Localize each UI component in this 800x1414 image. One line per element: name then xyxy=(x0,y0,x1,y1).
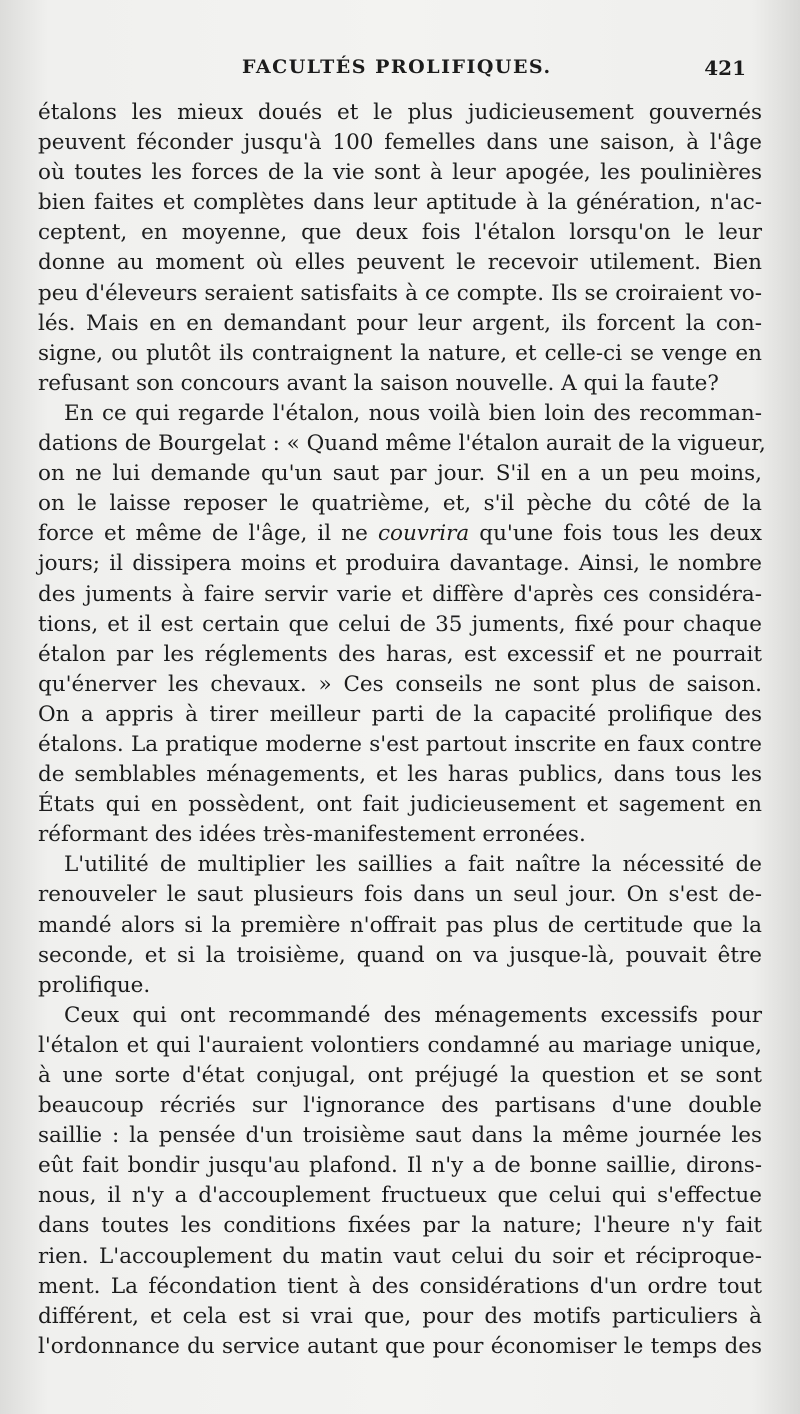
text-line: L'utilité de multiplier les saillies a fait naître la nécessité de xyxy=(64,852,762,878)
text-line: renouveler le saut plusieurs fois dans un seul jour. On s'est de- xyxy=(38,882,762,908)
text-line: étalon par les réglements des haras, est excessif et ne pourrait xyxy=(38,641,762,667)
body-text xyxy=(38,98,766,1362)
text-line: de semblables ménagements, et les haras publics, dans tous les xyxy=(38,762,762,788)
text-line: on le laisse reposer le quatrième, et, s'il pèche du côté de la xyxy=(38,491,762,517)
text-line: En ce qui regarde l'étalon, nous voilà bien loin des recomman- xyxy=(64,400,762,426)
text-line: jours; il dissipera moins et produira davantage. Ainsi, le nombre xyxy=(38,551,762,577)
text-line: réformant des idées très-manifestement erronées. xyxy=(38,822,586,848)
text-line: étalons les mieux doués et le plus judicieusement gouvernés xyxy=(38,100,762,125)
text-line: beaucoup récriés sur l'ignorance des partisans d'une double xyxy=(38,1093,762,1119)
text-line: lés. Mais en en demandant pour leur argent, ils forcent la con- xyxy=(38,310,762,336)
text-line: dans toutes les conditions fixées par la nature; l'heure n'y fait xyxy=(38,1213,762,1239)
text-line: qu'énerver les chevaux. » Ces conseils ne sont plus de saison. xyxy=(38,671,762,697)
text-line: tions, et il est certain que celui de 35 juments, fixé pour chaque xyxy=(38,611,762,637)
text-line: rien. L'accouplement du matin vaut celui du soir et réciproque- xyxy=(38,1243,762,1269)
text-line: des juments à faire servir varie et diffère d'après ces considéra- xyxy=(38,581,762,607)
italic-word: couvrira xyxy=(377,521,470,547)
text-line: On a appris à tirer meilleur parti de la capacité prolifique des xyxy=(38,701,762,727)
text-line: refusant son concours avant la saison nouvelle. A qui la faute? xyxy=(38,370,719,396)
text-line: ceptent, en moyenne, que deux fois l'étalon lorsqu'on le leur xyxy=(38,220,762,246)
text-line: l'ordonnance du service autant que pour économiser le temps des xyxy=(38,1333,762,1359)
text-line: peu d'éleveurs seraient satisfaits à ce compte. Ils se croiraient vo- xyxy=(38,280,762,306)
text-line: signe, ou plutôt ils contraignent la nature, et celle-ci se venge en xyxy=(38,340,762,366)
page-header xyxy=(0,56,800,90)
text-line xyxy=(38,519,762,549)
text-line: donne au moment où elles peuvent le recevoir utilement. Bien xyxy=(38,250,762,276)
text-line: l'étalon et qui l'auraient volontiers condamné au mariage unique, xyxy=(38,1032,762,1058)
text-line: États qui en possèdent, ont fait judicieusement et sagement en xyxy=(38,792,762,818)
text-line: étalons. La pratique moderne s'est partout inscrite en faux contre xyxy=(38,731,762,757)
text-segment: qu'une fois tous les deux xyxy=(469,521,763,547)
text-line: ment. La fécondation tient à des considérations d'un ordre tout xyxy=(38,1273,762,1299)
text-line: à une sorte d'état conjugal, ont préjugé la question et se sont xyxy=(38,1063,762,1088)
running-title: FACULTÉS PROLIFIQUES. xyxy=(242,56,552,78)
text-line: peuvent féconder jusqu'à 100 femelles dans une saison, à l'âge xyxy=(38,130,762,156)
text-line: seconde, et si la troisième, quand on va jusque-là, pouvait être xyxy=(38,942,762,968)
text-line: mandé alors si la première n'offrait pas plus de certitude que la xyxy=(38,912,762,938)
text-line: nous, il n'y a d'accouplement fructueux que celui qui s'effectue xyxy=(38,1183,762,1209)
text-segment: force et même de l'âge, il ne xyxy=(38,521,378,547)
text-line: Ceux qui ont recommandé des ménagements excessifs pour xyxy=(64,1002,762,1028)
text-line: prolifique. xyxy=(38,972,151,998)
text-line: différent, et cela est si vrai que, pour des motifs particuliers à xyxy=(38,1303,762,1329)
text-line: saillie : la pensée d'un troisième saut dans la même journée les xyxy=(38,1123,762,1149)
text-line: on ne lui demande qu'un saut par jour. S'il en a un peu moins, xyxy=(38,461,762,487)
page-number: 421 xyxy=(704,56,746,80)
text-line: où toutes les forces de la vie sont à leur apogée, les poulinières xyxy=(38,160,762,186)
text-line: eût fait bondir jusqu'au plafond. Il n'y a de bonne saillie, dirons- xyxy=(38,1153,762,1179)
text-line: bien faites et complètes dans leur aptitude à la génération, n'ac- xyxy=(38,190,762,216)
text-line: dations de Bourgelat : « Quand même l'étalon aurait de la vigueur, xyxy=(38,431,766,457)
